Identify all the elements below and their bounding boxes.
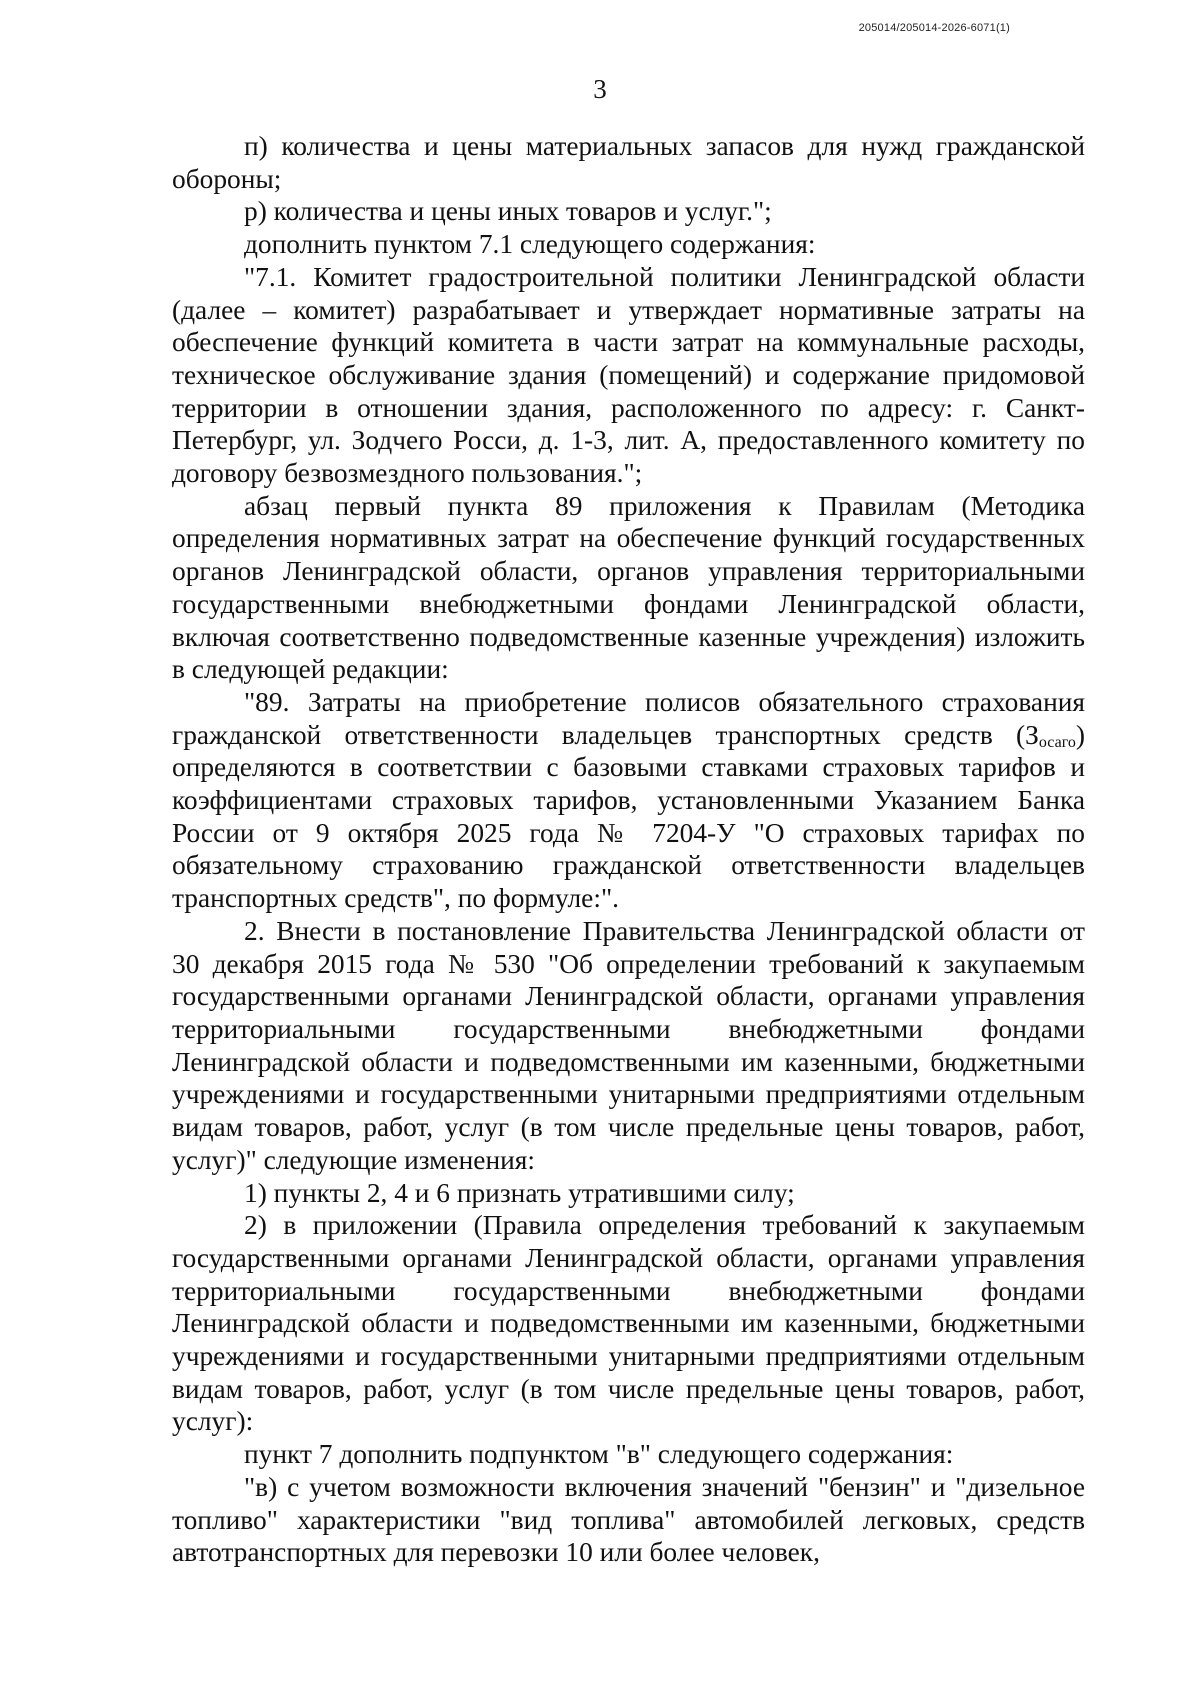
formula-subscript: осаго [1038, 733, 1076, 751]
document-body [172, 130, 1085, 1569]
document-id: 205014/205014-2026-6071(1) [858, 22, 1010, 34]
paragraph-add-7-1: дополнить пунктом 7.1 следующего содержания: [244, 229, 816, 260]
paragraph-7-1: "7.1. Комитет градостроительной политики Ленинградской области (далее – комитет) разрабатывает и утверждает нормативные затраты на обеспечение функций комитета в части затрат на коммунальные расходы, техническое обслуживание здания (помещений) и содержание придомовой территории в отношении здания, расположенного по адресу: г. Санкт-Петербург, ул. Зодчего Росси, д. 1-3, лит. А, предоставленного комитету по договору безвозмездного пользования."; [172, 261, 1085, 489]
paragraph-89-text-start: "89. Затраты на приобретение полисов обязательного страхования гражданской ответственности владельцев транспортных средств (З [172, 686, 1085, 750]
paragraph-r: р) количества и цены иных товаров и услуг."; [244, 196, 772, 227]
paragraph-item-7: пункт 7 дополнить подпунктом "в" следующего содержания: [244, 1439, 954, 1470]
paragraph-subitem-1: 1) пункты 2, 4 и 6 признать утратившими силу; [244, 1177, 795, 1208]
paragraph-subitem-2: 2) в приложении (Правила определения требований к закупаемым государственными органами Ленинградской области, органами управления территориальными государственными внебюджетными фондами Ленинградской области и подведомственными им казенными, бюджетными учреждениями и государственными унитарными предприятиями отдельным видам товаров, работ, услуг (в том числе предельные цены товаров, работ, услуг): [172, 1210, 1085, 1437]
paragraph-89 [172, 686, 1085, 915]
paragraph-p: п) количества и цены материальных запасов для нужд гражданской обороны; [172, 131, 1085, 194]
paragraph-abzac-89: абзац первый пункта 89 приложения к Правилам (Методика определения нормативных затрат на обеспечение функций государственных органов Ленинградской области, органов управления территориальными государственными внебюджетными фондами Ленинградской области, включая соответственно подведомственные казенные учреждения) изложить в следующей редакции: [172, 490, 1085, 685]
paragraph-subitem-v: "в) с учетом возможности включения значений "бензин" и "дизельное топливо" характеристики "вид топлива" автомобилей легковых, средств автотранспортных для перевозки 10 или более человек, [172, 1471, 1085, 1568]
paragraph-item-2: 2. Внести в постановление Правительства Ленинградской области от 30 декабря 2015 года № 530 "Об определении требований к закупаемым государственными органами Ленинградской области, органами управления территориальными государственными внебюджетными фондами Ленинградской области и подведомственными им казенными, бюджетными учреждениями и государственными унитарными предприятиями отдельным видам товаров, работ, услуг (в том числе предельные цены товаров, работ, услуг)" следующие изменения: [172, 915, 1085, 1175]
paragraph-89-text-end: ) определяются в соответствии с базовыми ставками страховых тарифов и коэффициентами страховых тарифов, установленными Указанием Банка России от 9 октября 2025 года № 7204-У "О страховых тарифах по обязательному страхованию гражданской ответственности владельцев транспортных средств", по формуле:". [172, 719, 1085, 914]
page-number: 3 [593, 74, 607, 104]
